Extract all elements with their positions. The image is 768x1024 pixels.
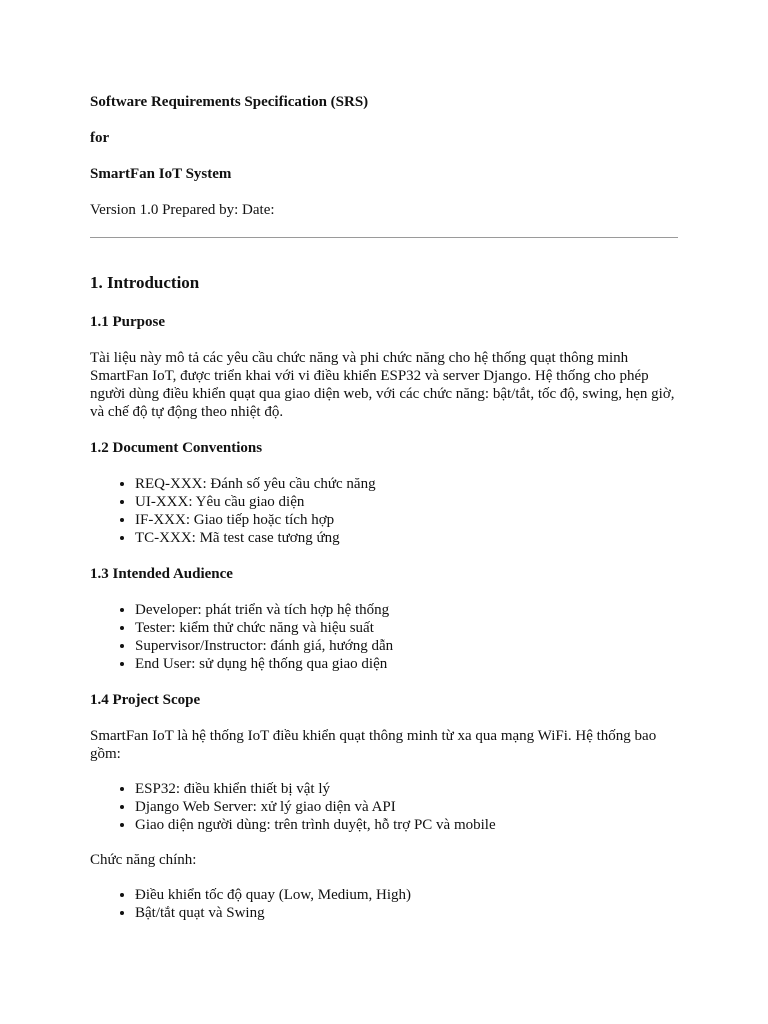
document-title: Software Requirements Specification (SRS) [90,94,369,110]
list-item: • REQ-XXX: Đánh số yêu cầu chức năng [135,475,680,493]
version-line: Version 1.0 Prepared by: Date: [90,202,275,218]
list-item: • IF-XXX: Giao tiếp hoặc tích hợp [135,511,680,529]
subsection-heading-conventions: 1.2 Document Conventions [90,440,263,456]
scope-components-list [90,780,680,834]
list-item: • Giao diện người dùng: trên trình duyệt, hỗ trợ PC và mobile [135,816,680,834]
section-heading-introduction: 1. Introduction [90,273,200,292]
list-item: • TC-XXX: Mã test case tương ứng [135,529,680,547]
scope-paragraph: SmartFan IoT là hệ thống IoT điều khiển quạt thông minh từ xa qua mạng WiFi. Hệ thống bao gồm: [90,728,657,762]
list-item: • Tester: kiểm thử chức năng và hiệu suất [135,619,680,637]
document-content [90,93,680,939]
list-item: • ESP32: điều khiển thiết bị vật lý [135,780,680,798]
list-item: • Supervisor/Instructor: đánh giá, hướng dẫn [135,637,680,655]
audience-list [90,601,680,673]
subsection-heading-audience: 1.3 Intended Audience [90,566,233,582]
subsection-heading-scope: 1.4 Project Scope [90,692,201,708]
list-item: • Developer: phát triển và tích hợp hệ thống [135,601,680,619]
system-name: SmartFan IoT System [90,166,232,182]
main-functions-list [90,886,680,922]
list-item: • Điều khiển tốc độ quay (Low, Medium, High) [135,886,680,904]
purpose-paragraph: Tài liệu này mô tả các yêu cầu chức năng và phi chức năng cho hệ thống quạt thông minh SmartFan IoT, được triển khai với vi điều khiển ESP32 và server Django. Hệ thống cho phép người dùng điều khiển quạt qua giao diện web, với các chức năng: bật/tắt, tốc độ, swing, hẹn giờ, và chế độ tự động theo nhiệt độ. [90,350,675,420]
horizontal-rule [90,237,678,238]
list-item: • Django Web Server: xử lý giao diện và API [135,798,680,816]
main-functions-label: Chức năng chính: [90,852,197,868]
list-item: • End User: sử dụng hệ thống qua giao diện [135,655,680,673]
document-for-label: for [90,130,110,146]
list-item: • UI-XXX: Yêu cầu giao diện [135,493,680,511]
subsection-heading-purpose: 1.1 Purpose [90,314,165,330]
list-item: • Bật/tắt quạt và Swing [135,904,680,922]
conventions-list [90,475,680,547]
